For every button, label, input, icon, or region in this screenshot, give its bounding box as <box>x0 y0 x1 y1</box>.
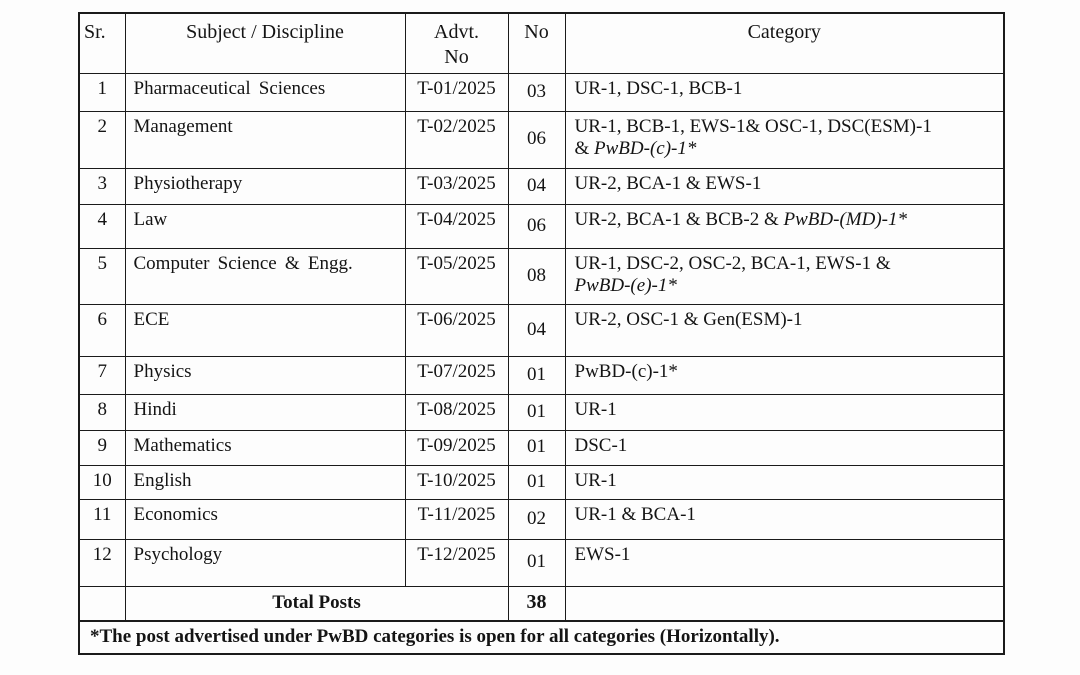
category-cell <box>565 168 1004 204</box>
category-segment: UR-1, DSC-2, OSC-2, BCA-1, EWS-1 & <box>574 252 891 274</box>
advt-no-cell: T-09/2025 <box>405 430 508 465</box>
table-row <box>79 111 1004 168</box>
advt-no-cell: T-08/2025 <box>405 394 508 430</box>
subject-cell: ECE <box>125 304 405 356</box>
post-count-cell: 04 <box>508 168 565 204</box>
header-advt-line2: No <box>444 46 469 68</box>
advt-no-cell: T-02/2025 <box>405 111 508 168</box>
post-count-cell: 06 <box>508 204 565 248</box>
category-line <box>575 275 998 297</box>
subject-cell: Management <box>125 111 405 168</box>
advt-no-cell: T-12/2025 <box>405 539 508 586</box>
category-cell <box>565 111 1004 168</box>
category-line <box>575 435 998 457</box>
category-segment-italic: PwBD-(c)-1* <box>594 137 697 159</box>
advt-no-cell: T-01/2025 <box>405 73 508 111</box>
category-line <box>575 504 998 526</box>
sr-cell: 7 <box>79 356 125 394</box>
post-count-cell: 01 <box>508 356 565 394</box>
sr-cell: 8 <box>79 394 125 430</box>
category-segment: UR-1 & BCA-1 <box>574 503 696 525</box>
table-row <box>79 539 1004 586</box>
table-row <box>79 168 1004 204</box>
category-segment: UR-1 <box>574 469 617 491</box>
header-category: Category <box>565 13 1004 73</box>
sr-cell: 4 <box>79 204 125 248</box>
table-row <box>79 356 1004 394</box>
category-segment: UR-2, OSC-1 & Gen(ESM)-1 <box>574 308 803 330</box>
category-segment: PwBD-(c)-1* <box>574 360 678 382</box>
category-line <box>575 253 998 275</box>
subject-cell: Computer Science & Engg. <box>125 248 405 304</box>
category-cell <box>565 204 1004 248</box>
subject-cell: Economics <box>125 499 405 539</box>
advt-no-cell: T-05/2025 <box>405 248 508 304</box>
subject-cell: Psychology <box>125 539 405 586</box>
category-segment-italic: PwBD-(MD)-1* <box>783 208 907 230</box>
header-sr: Sr. <box>79 13 125 73</box>
header-subject: Subject / Discipline <box>125 13 405 73</box>
advt-no-cell: T-04/2025 <box>405 204 508 248</box>
sr-cell: 2 <box>79 111 125 168</box>
subject-cell: Physics <box>125 356 405 394</box>
sr-cell: 6 <box>79 304 125 356</box>
category-line <box>575 78 998 100</box>
category-line <box>575 399 998 421</box>
sr-cell: 3 <box>79 168 125 204</box>
category-line <box>575 470 998 492</box>
advt-no-cell: T-03/2025 <box>405 168 508 204</box>
post-count-cell: 08 <box>508 248 565 304</box>
recruitment-posts-table <box>78 12 1005 655</box>
table-row <box>79 73 1004 111</box>
total-posts-label: Total Posts <box>125 586 508 621</box>
header-advt-line1: Advt. <box>434 21 479 43</box>
sr-cell: 5 <box>79 248 125 304</box>
category-cell <box>565 394 1004 430</box>
table-row <box>79 394 1004 430</box>
subject-cell: Hindi <box>125 394 405 430</box>
subject-cell: Law <box>125 204 405 248</box>
category-cell <box>565 304 1004 356</box>
post-count-cell: 01 <box>508 430 565 465</box>
post-count-cell: 01 <box>508 465 565 499</box>
category-segment: UR-1, BCB-1, EWS-1& OSC-1, DSC(ESM)-1 <box>574 115 932 137</box>
category-cell <box>565 465 1004 499</box>
total-empty-category-cell <box>565 586 1004 621</box>
table-row <box>79 204 1004 248</box>
category-segment: UR-1 <box>574 398 617 420</box>
subject-cell: Physiotherapy <box>125 168 405 204</box>
category-cell <box>565 430 1004 465</box>
table-row <box>79 465 1004 499</box>
advt-no-cell: T-10/2025 <box>405 465 508 499</box>
sr-cell: 12 <box>79 539 125 586</box>
category-line <box>575 116 998 138</box>
header-no: No <box>508 13 565 73</box>
table-row <box>79 304 1004 356</box>
category-cell <box>565 356 1004 394</box>
category-segment: & <box>574 137 595 159</box>
post-count-cell: 06 <box>508 111 565 168</box>
category-cell <box>565 499 1004 539</box>
sr-cell: 11 <box>79 499 125 539</box>
footnote-text: *The post advertised under PwBD categories is open for all categories (Horizontally). <box>79 621 1004 654</box>
header-advt-no <box>405 13 508 73</box>
subject-cell: English <box>125 465 405 499</box>
category-line <box>575 361 998 383</box>
advt-no-cell: T-06/2025 <box>405 304 508 356</box>
header-row <box>79 13 1004 73</box>
category-segment: EWS-1 <box>574 543 631 565</box>
category-cell <box>565 73 1004 111</box>
post-count-cell: 01 <box>508 539 565 586</box>
category-line <box>575 209 998 231</box>
sr-cell: 1 <box>79 73 125 111</box>
advt-no-cell: T-07/2025 <box>405 356 508 394</box>
category-cell <box>565 248 1004 304</box>
table-row <box>79 499 1004 539</box>
subject-cell: Pharmaceutical Sciences <box>125 73 405 111</box>
category-line <box>575 309 998 331</box>
post-count-cell: 01 <box>508 394 565 430</box>
table-row <box>79 430 1004 465</box>
category-line <box>575 544 998 566</box>
sr-cell: 9 <box>79 430 125 465</box>
category-segment: UR-2, BCA-1 & BCB-2 & <box>574 208 784 230</box>
post-count-cell: 04 <box>508 304 565 356</box>
advt-no-cell: T-11/2025 <box>405 499 508 539</box>
category-line <box>575 173 998 195</box>
category-line <box>575 138 998 160</box>
category-segment: UR-1, DSC-1, BCB-1 <box>574 77 743 99</box>
table-row <box>79 248 1004 304</box>
post-count-cell: 03 <box>508 73 565 111</box>
category-cell <box>565 539 1004 586</box>
category-segment: UR-2, BCA-1 & EWS-1 <box>574 172 762 194</box>
post-count-cell: 02 <box>508 499 565 539</box>
table-body <box>79 73 1004 586</box>
category-segment-italic: PwBD-(e)-1* <box>574 274 677 296</box>
total-row <box>79 586 1004 621</box>
total-empty-sr-cell <box>79 586 125 621</box>
sr-cell: 10 <box>79 465 125 499</box>
subject-cell: Mathematics <box>125 430 405 465</box>
footnote-row <box>79 621 1004 654</box>
total-posts-value: 38 <box>508 586 565 621</box>
category-segment: DSC-1 <box>574 434 628 456</box>
